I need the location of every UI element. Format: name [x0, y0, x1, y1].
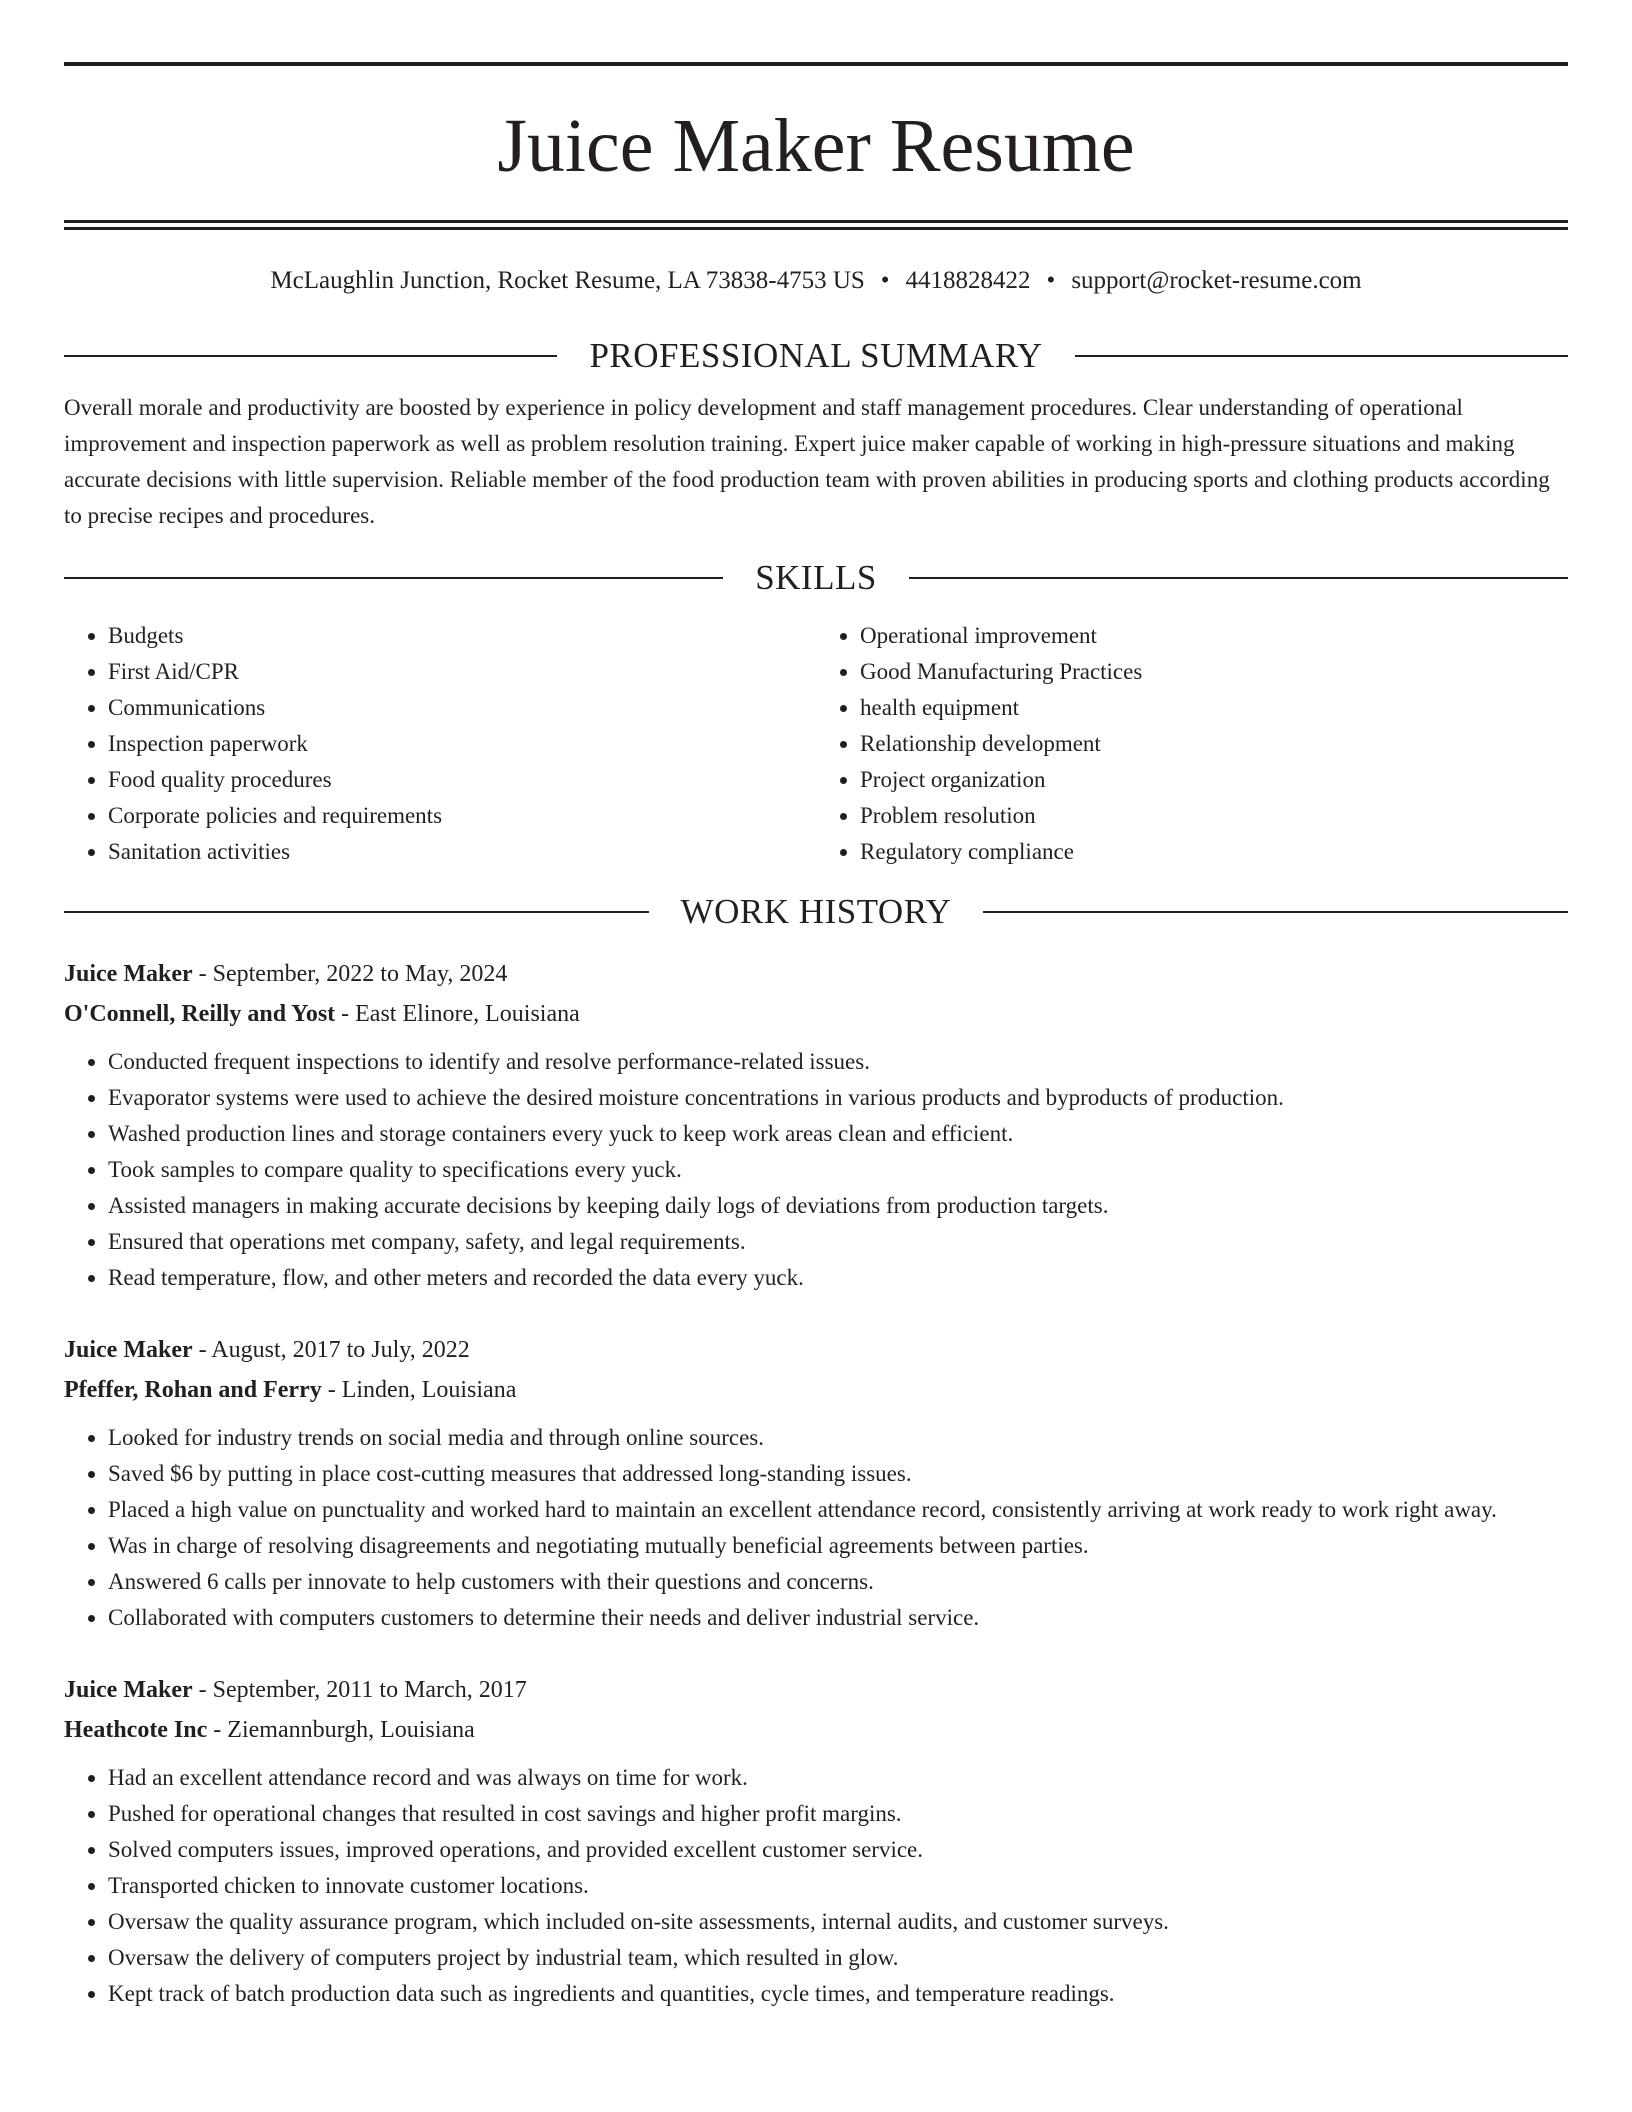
- job-entry: [64, 1670, 1568, 2012]
- skill-item: • Sanitation activities: [108, 834, 816, 870]
- job-company: Heathcote Inc: [64, 1717, 208, 1743]
- job-location: - Linden, Louisiana: [321, 1377, 517, 1403]
- skill-item: • Relationship development: [860, 726, 1568, 762]
- section-rule: [64, 911, 649, 913]
- job-duties-list: [64, 1760, 1568, 2012]
- job-duties-list: [64, 1420, 1568, 1636]
- job-duty-item: • Kept track of batch production data such as ingredients and quantities, cycle times, and temperature readings.: [108, 1976, 1568, 2012]
- contact-separator: •: [1046, 267, 1056, 294]
- job-dates: - September, 2011 to March, 2017: [192, 1677, 527, 1703]
- skill-item: • Problem resolution: [860, 798, 1568, 834]
- job-duty-item: • Conducted frequent inspections to identify and resolve performance-related issues.: [108, 1044, 1568, 1080]
- job-duty-item: • Oversaw the quality assurance program, which included on-site assessments, internal audits, and customer surveys.: [108, 1904, 1568, 1940]
- job-entry: [64, 1330, 1568, 1636]
- skill-item: • Budgets: [108, 618, 816, 654]
- contact-separator: •: [880, 267, 890, 294]
- skill-item: • Regulatory compliance: [860, 834, 1568, 870]
- job-company-line: [64, 994, 1568, 1034]
- skills-list-right: [816, 618, 1568, 870]
- job-duty-item: • Pushed for operational changes that resulted in cost savings and higher profit margins.: [108, 1796, 1568, 1832]
- job-duty-item: • Evaporator systems were used to achieve the desired moisture concentrations in various products and byproducts of production.: [108, 1080, 1568, 1116]
- job-duty-item: • Took samples to compare quality to specifications every yuck.: [108, 1152, 1568, 1188]
- work-history-list: [64, 954, 1568, 2012]
- job-duty-item: • Oversaw the delivery of computers project by industrial team, which resulted in glow.: [108, 1940, 1568, 1976]
- summary-text: Overall morale and productivity are boosted by experience in policy development and staff management procedures. Clear understanding of operational improvement and inspection paperwork as well as problem resolution training. Expert juice maker capable of working in high-pressure situations and making accurate decisions with little supervision. Reliable member of the food production team with proven abilities in producing sports and clothing products according to precise recipes and procedures.: [64, 395, 1550, 528]
- skills-list-left: [64, 618, 816, 870]
- job-duty-item: • Read temperature, flow, and other meters and recorded the data every yuck.: [108, 1260, 1568, 1296]
- job-company: Pfeffer, Rohan and Ferry: [64, 1377, 322, 1403]
- job-location: - East Elinore, Louisiana: [335, 1001, 580, 1027]
- job-title-line: [64, 1330, 1568, 1370]
- job-title: Juice Maker: [64, 1677, 193, 1703]
- section-rule: [64, 355, 557, 357]
- skill-item: • Food quality procedures: [108, 762, 816, 798]
- skill-item: • health equipment: [860, 690, 1568, 726]
- job-company-line: [64, 1370, 1568, 1410]
- summary-section-header: [64, 336, 1568, 376]
- summary-heading: PROFESSIONAL SUMMARY: [589, 336, 1043, 375]
- job-duty-item: • Assisted managers in making accurate decisions by keeping daily logs of deviations from production targets.: [108, 1188, 1568, 1224]
- resume-page: [64, 62, 1568, 2012]
- job-title: Juice Maker: [64, 1337, 193, 1363]
- contact-line: [64, 266, 1568, 296]
- job-duty-item: • Solved computers issues, improved operations, and provided excellent customer service.: [108, 1832, 1568, 1868]
- job-duty-item: • Collaborated with computers customers to determine their needs and deliver industrial service.: [108, 1600, 1568, 1636]
- job-dates: - August, 2017 to July, 2022: [192, 1337, 470, 1363]
- job-location: - Ziemannburgh, Louisiana: [207, 1717, 475, 1743]
- job-duty-item: • Answered 6 calls per innovate to help customers with their questions and concerns.: [108, 1564, 1568, 1600]
- section-rule: [983, 911, 1568, 913]
- job-company-line: [64, 1710, 1568, 1750]
- job-duty-item: • Ensured that operations met company, safety, and legal requirements.: [108, 1224, 1568, 1260]
- job-dates: - September, 2022 to May, 2024: [192, 961, 508, 987]
- job-title: Juice Maker: [64, 961, 193, 987]
- job-duty-item: • Washed production lines and storage containers every yuck to keep work areas clean and efficient.: [108, 1116, 1568, 1152]
- work-history-heading: WORK HISTORY: [680, 892, 952, 931]
- skill-item: • Communications: [108, 690, 816, 726]
- job-title-line: [64, 1670, 1568, 1710]
- job-duty-item: • Looked for industry trends on social media and through online sources.: [108, 1420, 1568, 1456]
- job-duty-item: • Transported chicken to innovate customer locations.: [108, 1868, 1568, 1904]
- skills-heading: SKILLS: [755, 558, 877, 597]
- title-double-rule: [64, 220, 1568, 230]
- section-rule: [1075, 355, 1568, 357]
- skills-section-header: [64, 558, 1568, 598]
- job-duty-item: • Was in charge of resolving disagreements and negotiating mutually beneficial agreements between parties.: [108, 1528, 1568, 1564]
- skill-item: • Good Manufacturing Practices: [860, 654, 1568, 690]
- top-rule: [64, 62, 1568, 66]
- job-title-line: [64, 954, 1568, 994]
- contact-email: support@rocket-resume.com: [1071, 267, 1362, 294]
- resume-title: Juice Maker Resume: [497, 104, 1135, 188]
- contact-phone: 4418828422: [905, 267, 1031, 294]
- section-rule: [64, 577, 723, 579]
- job-entry: [64, 954, 1568, 1296]
- job-duty-item: • Saved $6 by putting in place cost-cutting measures that addressed long-standing issues.: [108, 1456, 1568, 1492]
- job-duties-list: [64, 1044, 1568, 1296]
- skills-columns: [64, 618, 1568, 870]
- skill-item: • Project organization: [860, 762, 1568, 798]
- section-rule: [909, 577, 1568, 579]
- work-history-section-header: [64, 892, 1568, 932]
- job-duty-item: • Had an excellent attendance record and was always on time for work.: [108, 1760, 1568, 1796]
- skill-item: • Operational improvement: [860, 618, 1568, 654]
- job-duty-item: • Placed a high value on punctuality and worked hard to maintain an excellent attendance record, consistently arriving at work ready to work right away.: [108, 1492, 1568, 1528]
- skill-item: • Inspection paperwork: [108, 726, 816, 762]
- skill-item: • Corporate policies and requirements: [108, 798, 816, 834]
- skill-item: • First Aid/CPR: [108, 654, 816, 690]
- contact-address: McLaughlin Junction, Rocket Resume, LA 73838-4753 US: [270, 267, 865, 294]
- job-company: O'Connell, Reilly and Yost: [64, 1001, 336, 1027]
